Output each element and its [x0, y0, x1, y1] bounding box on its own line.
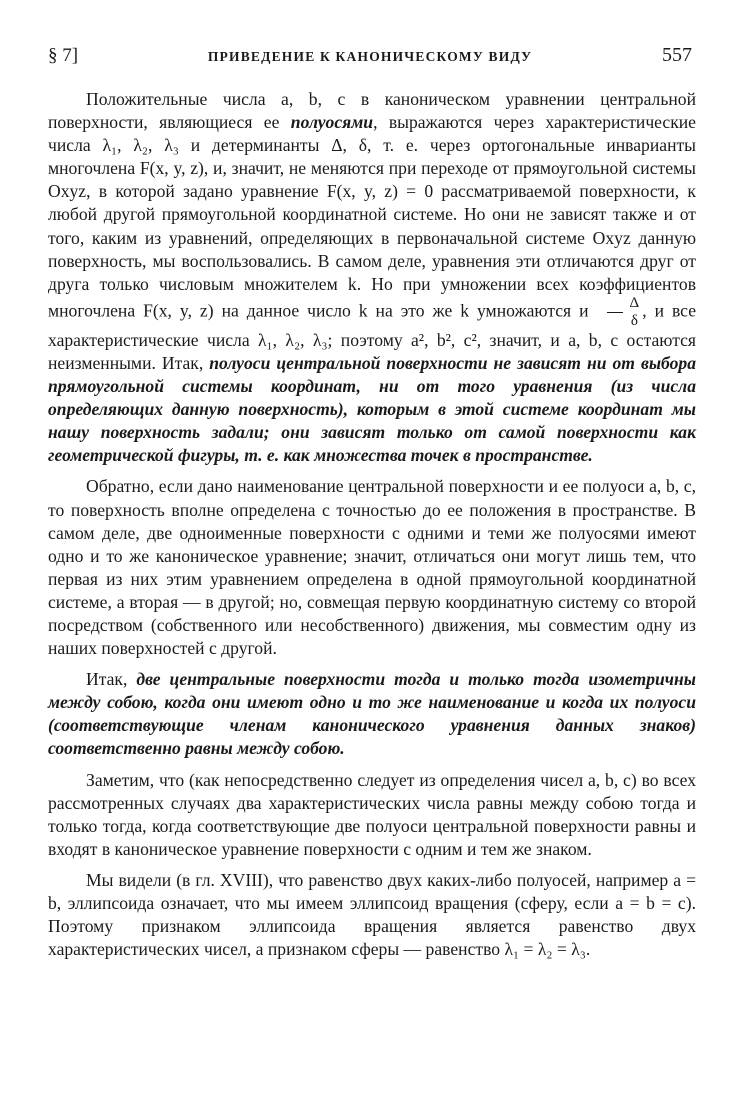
paragraph-ellipsoid-rotation: Мы видели (в гл. XVIII), что равенство двух каких-либо полуосей, например a = b, эллипсоида означает, что мы имеем эллипсоид вращения (сферу, если a = b = c). Поэтому признаком эллипсоида вращения является равенство двух характеристических чисел, а признаком сферы — равенство λ₁ = λ₂ = λ₃.: [48, 869, 696, 960]
paragraph-isometry-theorem: [48, 668, 696, 760]
fraction-denominator: δ: [630, 312, 638, 329]
paragraph-converse: Обратно, если дано наименование центральной поверхности и ее полуоси a, b, c, то поверхность вполне определена с точностью до ее положения в пространстве. В самом деле, две одноименные поверхности с одними и теми же полуосями имеют одно и то же каноническое уравнение; значит, отличаться они могут лишь тем, что первая из них этим уравнением определена в одной прямоугольной координатной системе, а вторая — в другой; но, совмещая первую координатную систему со второй посредством (собственного или несобственного) движения, мы совместим одну из наших поверхностей с другой.: [48, 476, 696, 659]
fraction-delta-over-delta: [592, 296, 640, 329]
italic-conclusion-semiaxes: полуоси центральной поверхности не зависят ни от выбора прямоугольной системы координат, ни от того уравнения (из числа определяющих данную поверхность), которым в этой системе координат мы нашу поверхность задали; они зависят только от самой поверхности как геометрической фигуры, т. е. как множества точек в пространстве.: [48, 352, 696, 466]
paragraph-semiaxes-invariance: [48, 88, 696, 467]
running-title: ПРИВЕДЕНИЕ К КАНОНИЧЕСКОМУ ВИДУ: [207, 49, 533, 64]
fraction-numerator: Δ: [629, 294, 640, 311]
term-semiaxes: полуосями: [290, 112, 374, 133]
page-number: 557: [661, 44, 692, 66]
running-header: [48, 44, 692, 74]
paragraph-remark-characteristic: Заметим, что (как непосредственно следует из определения чисел a, b, c) во всех рассмотренных случаях два характеристических числа равны между собою тогда и только тогда, когда соответствующие две полуоси центральной поверхности равны и входят в каноническое уравнение поверхности с одним и тем же знаком.: [48, 769, 696, 859]
p3-lead: Итак,: [86, 669, 137, 690]
section-marker: § 7]: [48, 45, 79, 66]
italic-isometry-statement: две центральные поверхности тогда и только тогда изометричны между собою, когда они имеют одно и то же наименование и когда их полуоси (соответствующие членам канонического уравнения данных знаков) соответственно равны между собою.: [48, 669, 696, 759]
p1-text-a: Положительные числа a, b, c в каноническом уравнении центральной поверхности, являющиеся ее: [48, 89, 696, 133]
page-body: [48, 88, 696, 961]
fraction-bar: [607, 312, 623, 313]
p1-text-c: , и все характеристические числа λ₁, λ₂, λ₃; поэтому a², b², c², значит, и a, b, c остаются неизменными. Итак,: [48, 300, 696, 373]
p1-text-b: , выражаются через характеристические числа λ₁, λ₂, λ₃ и детерминанты Δ, δ, т. е. через ортогональные инварианты многочлена F(x, y, z), и, значит, не меняются при переходе от прямоугольной системы Oxyz, в которой задано уравнение F(x, y, z) = 0 рассматриваемой поверхности, к любой другой прямоугольной координатной системе. Но они не зависят также и от того, каким из уравнений, определяющих в первоначальной системе Oxyz данную поверхность, мы воспользовались. В самом деле, уравнения эти отличаются друг от друга только числовым множителем k. Но при умножении всех коэффициентов многочлена F(x, y, z) на данное число k на это же k умножаются и: [48, 112, 696, 321]
